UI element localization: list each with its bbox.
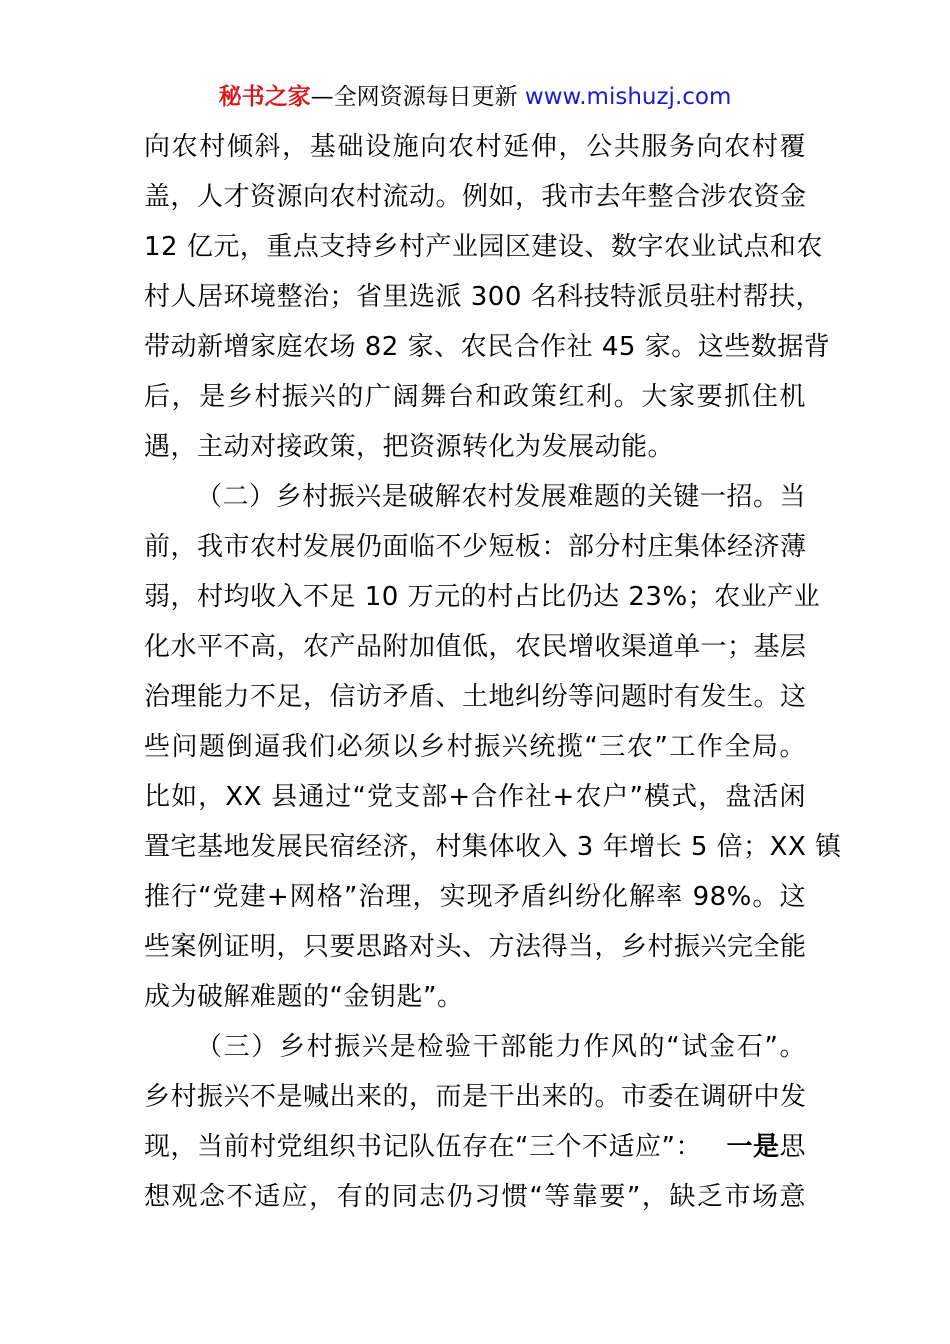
text-line: 村人居环境整治；省里选派 300 名科技特派员驻村帮扶， <box>144 282 823 312</box>
text-line: 些问题倒逼我们必须以乡村振兴统揽“三农”工作全局。 <box>144 732 806 762</box>
text-line: 后，是乡村振兴的广阔舞台和政策红利。大家要抓住机 <box>144 382 806 412</box>
text-line: 12 亿元，重点支持乡村产业园区建设、数字农业试点和农 <box>144 232 823 262</box>
text-line: 想观念不适应，有的同志仍习惯“等靠要”，缺乏市场意 <box>144 1182 806 1212</box>
emphasis-label: 一是 <box>726 1132 780 1162</box>
text-line: 成为破解难题的“金钥匙”。 <box>144 982 464 1012</box>
section-heading-2: （二）乡村振兴是破解农村发展难题的关键一招。当 <box>196 482 806 512</box>
text-line: 些案例证明，只要思路对头、方法得当，乡村振兴完全能 <box>144 932 807 962</box>
section-heading-3: （三）乡村振兴是检验干部能力作风的“试金石”。 <box>196 1032 806 1062</box>
text-line: 置宅基地发展民宿经济，村集体收入 3 年增长 5 倍；XX 镇 <box>144 832 842 862</box>
text-line: 带动新增家庭农场 82 家、农民合作社 45 家。这些数据背 <box>144 332 831 362</box>
text-line: 比如，XX 县通过“党支部+合作社+农户”模式，盘活闲 <box>144 782 806 812</box>
text-line: 乡村振兴不是喊出来的，而是干出来的。市委在调研中发 <box>144 1082 807 1112</box>
text-segment: 现，当前村党组织书记队伍存在“三个不适应”： <box>144 1132 702 1162</box>
text-segment: 思 <box>779 1132 806 1162</box>
text-line-mixed <box>144 1122 806 1172</box>
text-line: 化水平不高，农产品附加值低，农民增收渠道单一；基层 <box>144 632 807 662</box>
text-line: 向农村倾斜，基础设施向农村延伸，公共服务向农村覆 <box>144 132 806 162</box>
site-brand: 秘书之家 <box>218 84 311 110</box>
site-header <box>0 82 950 112</box>
text-line: 推行“党建+网格”治理，实现矛盾纠纷化解率 98%。这 <box>144 882 806 912</box>
site-tagline: —全网资源每日更新 <box>310 84 525 110</box>
text-line: 弱，村均收入不足 10 万元的村占比仍达 23%；农业产业 <box>144 582 821 612</box>
text-line: 盖，人才资源向农村流动。例如，我市去年整合涉农资金 <box>144 182 807 212</box>
site-url-link[interactable]: www.mishuzj.com <box>524 84 732 110</box>
text-line: 遇，主动对接政策，把资源转化为发展动能。 <box>144 432 675 462</box>
text-line: 治理能力不足，信访矛盾、土地纠纷等问题时有发生。这 <box>144 682 807 712</box>
text-segment-emphasis <box>726 1122 806 1172</box>
text-line: 前，我市农村发展仍面临不少短板：部分村庄集体经济薄 <box>144 532 807 562</box>
